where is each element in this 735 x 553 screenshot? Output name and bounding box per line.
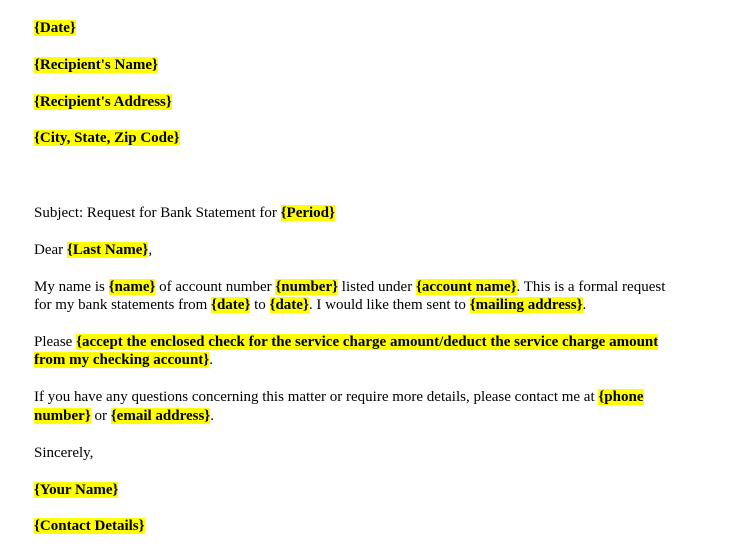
body-paragraph-2-line-1 <box>34 333 658 352</box>
city-state-zip-line <box>34 129 180 148</box>
date-line <box>34 19 76 38</box>
email-address-placeholder: {email address} <box>110 408 211 424</box>
period-placeholder: {Period} <box>280 205 335 221</box>
subject-line <box>34 204 335 223</box>
last-name-placeholder: {Last Name} <box>66 242 149 258</box>
body-paragraph-3-line-1 <box>34 388 644 407</box>
body-text: My name is <box>34 279 109 295</box>
account-number-placeholder: {number} <box>275 279 339 295</box>
body-text: . This is a formal request <box>516 279 666 295</box>
recipient-name-line <box>34 56 158 75</box>
body-text: to <box>250 297 270 313</box>
body-paragraph-1-line-1 <box>34 278 665 297</box>
body-paragraph-2-line-2 <box>34 351 213 370</box>
payment-option-placeholder: {accept the enclosed check for the service charge amount/deduct the service charge amount <box>76 334 659 350</box>
your-name-line <box>34 481 118 500</box>
phone-number-placeholder: {phone <box>598 389 644 405</box>
account-name-placeholder: {account name} <box>415 279 517 295</box>
body-text: . <box>582 297 587 313</box>
recipient-name-placeholder: {Recipient's Name} <box>34 57 158 73</box>
name-placeholder: {name} <box>108 279 156 295</box>
city-state-zip-placeholder: {City, State, Zip Code} <box>34 130 180 146</box>
body-text: If you have any questions concerning this matter or require more details, please contact me at <box>34 389 599 405</box>
greeting-line <box>34 241 152 260</box>
body-text: of account number <box>155 279 276 295</box>
recipient-address-placeholder: {Recipient's Address} <box>34 94 172 110</box>
sincerely-text: Sincerely, <box>34 445 94 461</box>
body-text: listed under <box>338 279 416 295</box>
subject-text: Subject: Request for Bank Statement for <box>34 205 281 221</box>
body-text: for my bank statements from <box>34 297 212 313</box>
date-placeholder: {Date} <box>34 20 76 36</box>
body-paragraph-1-line-2 <box>34 296 586 315</box>
end-date-placeholder: {date} <box>269 297 309 313</box>
your-name-placeholder: {Your Name} <box>34 482 119 498</box>
payment-option-placeholder-cont: from my checking account} <box>34 352 210 368</box>
start-date-placeholder: {date} <box>211 297 251 313</box>
body-text: Please <box>34 334 77 350</box>
greeting-text: Dear <box>34 242 67 258</box>
body-paragraph-3-line-2 <box>34 407 214 426</box>
body-text: . I would like them sent to <box>308 297 470 313</box>
body-text: . <box>209 352 213 368</box>
phone-number-placeholder-cont: number} <box>34 408 91 424</box>
contact-details-line <box>34 517 145 536</box>
body-text: or <box>90 408 111 424</box>
contact-details-placeholder: {Contact Details} <box>34 518 145 534</box>
mailing-address-placeholder: {mailing address} <box>469 297 583 313</box>
closing-line <box>34 444 93 463</box>
body-text: . <box>210 408 214 424</box>
greeting-comma: , <box>148 242 153 258</box>
recipient-address-line <box>34 93 172 112</box>
